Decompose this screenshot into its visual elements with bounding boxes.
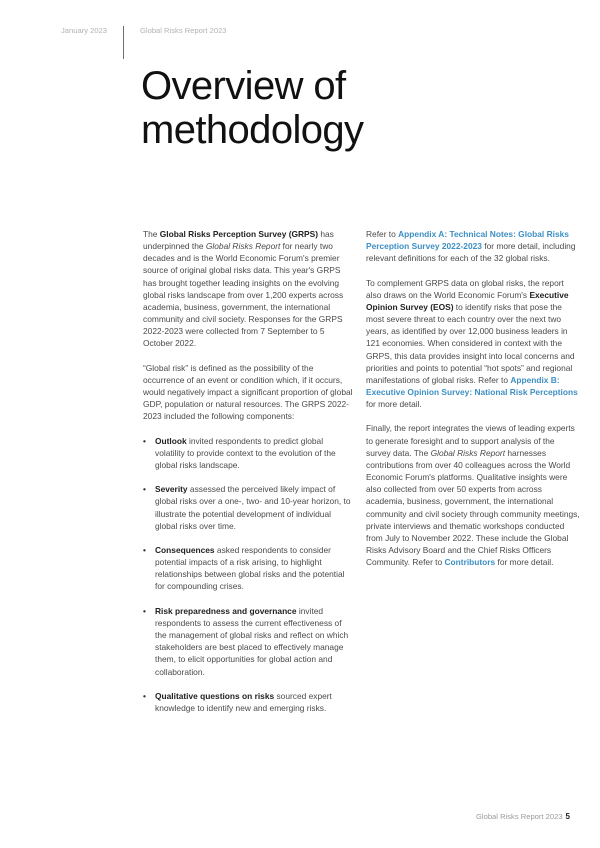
appendix-b-link[interactable]: Appendix B: Executive Opinion Survey: National Risk Perceptions — [366, 374, 578, 398]
component-desc: sourced expert knowledge to identify new and emerging risks. — [155, 690, 332, 713]
report-name: Global Risks Report — [205, 241, 281, 252]
page-footer — [476, 812, 570, 821]
contributors-link[interactable]: Contributors — [444, 557, 496, 568]
component-term: Qualitative questions on risks — [155, 690, 275, 701]
bullet-icon: • — [143, 545, 146, 555]
text: for more detail. — [366, 399, 422, 410]
list-item — [143, 483, 355, 532]
intro-paragraph — [143, 228, 355, 350]
list-item — [143, 605, 355, 678]
text: Refer to — [366, 229, 399, 239]
appendix-a-paragraph — [366, 228, 580, 264]
page-title — [141, 64, 363, 152]
bullet-icon: • — [143, 435, 146, 446]
experts-paragraph — [366, 422, 580, 568]
text: harnesses contributions from over 40 colleagues across the World Economic Forum's platforms. Qualitative insights were also collected from over 50 experts from across academia, business, government, the international community and civil society through community meetings, private interviews and thematic workshops conducted from July to November 2022. These include the Global Risks Advisory Board and the Chief Risks Officers Community. Refer to — [366, 447, 580, 568]
component-term: Consequences — [155, 545, 215, 555]
bullet-icon: • — [143, 605, 146, 616]
components-list — [143, 435, 355, 715]
component-desc: invited respondents to predict global volatility to provide context to the evolution of the global risks landscape. — [155, 435, 336, 470]
appendix-a-link[interactable]: Appendix A: Technical Notes: Global Risks Perception Survey 2022-2023 — [366, 229, 569, 252]
page-title-line-2: methodology — [141, 108, 364, 152]
definition-paragraph: “Global risk” is defined as the possibility of the occurrence of an event or condition which, if it occurs, would negatively impact a significant proportion of global GDP, population or natural resources. The GRPS 2022-2023 included the following components: — [143, 362, 353, 422]
footer-report-title: Global Risks Report 2023 — [476, 812, 563, 821]
component-desc: assessed the perceived likely impact of global risks over a one-, two- and 10-year horizon, to illustrate the potential development of individual global risks over time. — [155, 484, 351, 531]
bullet-icon: • — [143, 690, 146, 701]
right-column — [366, 228, 580, 580]
bullet-icon: • — [143, 484, 146, 495]
header-report-title: Global Risks Report 2023 — [140, 26, 227, 35]
grps-term: Global Risks Perception Survey (GRPS) — [159, 229, 319, 239]
eos-paragraph — [366, 277, 580, 411]
report-name: Global Risks Report — [430, 447, 506, 458]
text: The — [143, 229, 160, 239]
list-item — [143, 435, 355, 471]
text: to identify risks that pose the most severe threat to each country over the next two years, as identified by over 12,000 business leaders in 121 economies. When considered in context with the GRPS, this data provides insight into local concerns and priorities and points to potential “hot spots” and regional manifestations of global risks. Refer to — [366, 301, 575, 385]
header-date: January 2023 — [61, 26, 108, 35]
list-item — [143, 690, 355, 714]
eos-term: Executive Opinion Survey (EOS) — [366, 289, 569, 312]
component-term: Outlook — [155, 435, 187, 446]
text: for nearly two decades and is the World Economic Forum's premier source of original global risks data. This year's GRPS has brought together leading insights on the evolving global risks landscape from over 1,200 experts across academia, business, government, the international community and civil society. Responses for the GRPS 2022-2023 were collected from 7 September to 5 October 2022. — [143, 241, 344, 349]
list-item — [143, 544, 355, 593]
page-title-line-1: Overview of — [141, 64, 346, 108]
component-desc: invited respondents to assess the current effectiveness of the management of global risks and reflect on which stakeholders are best placed to effectively manage them, to elicit opportunities for global action and collaboration. — [155, 605, 349, 677]
text: To complement GRPS data on global risks, the report also draws on the World Economic Forum's — [366, 277, 564, 300]
left-column — [143, 228, 355, 726]
text: has underpinned the — [143, 229, 334, 252]
page-number: 5 — [565, 812, 570, 821]
component-desc: asked respondents to consider potential impacts of a risk arising, to highlight relationships between global risks and the potential for compounding crises. — [155, 545, 345, 592]
text: Finally, the report integrates the views of leading experts to generate foresight and to support analysis of the survey data. The — [366, 423, 575, 458]
text: for more detail. — [495, 557, 554, 568]
text: for more detail, including relevant definitions for each of the 32 global risks. — [366, 241, 576, 264]
component-term: Risk preparedness and governance — [155, 605, 297, 616]
component-term: Severity — [155, 484, 188, 495]
header-divider — [123, 26, 124, 59]
